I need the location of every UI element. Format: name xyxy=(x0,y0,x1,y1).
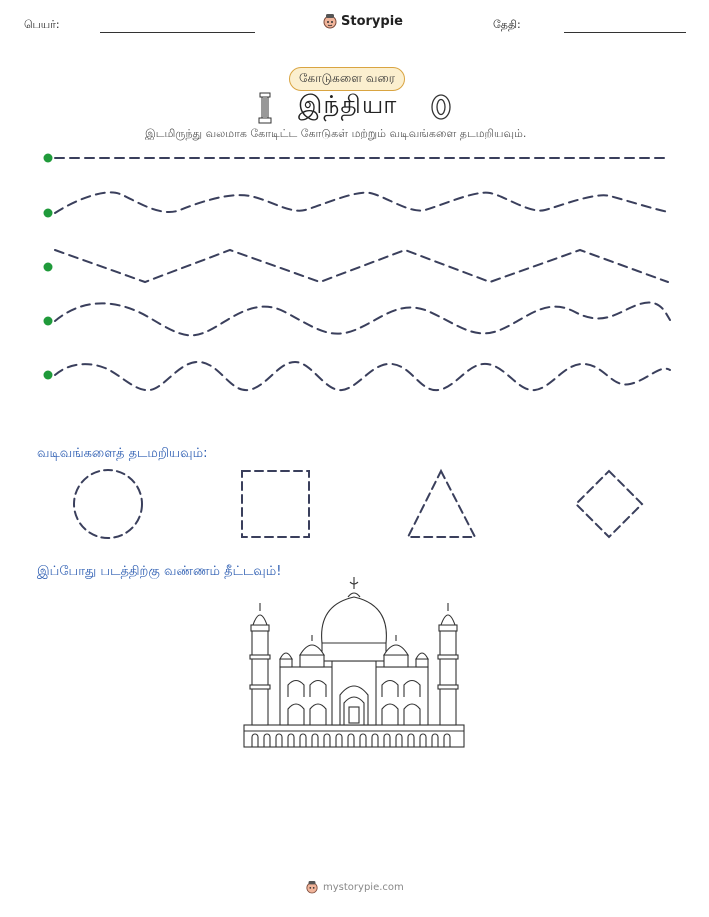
taj-mahal-illustration xyxy=(240,575,468,755)
date-field-line[interactable] xyxy=(564,32,686,33)
brand xyxy=(323,13,403,29)
trace-line-gentle-wave xyxy=(55,192,668,213)
start-dot-1 xyxy=(44,154,53,163)
start-dot-5 xyxy=(44,371,53,380)
trace-line-tight-wave xyxy=(55,362,670,390)
instruction-text: இடமிருந்து வலமாக கோடிட்ட கோடுகள் மற்றும் வடிவங்களை தடமறியவும். xyxy=(145,127,527,140)
start-dot-3 xyxy=(44,263,53,272)
color-heading: இப்போது படத்திற்கு வண்ணம் தீட்டவும்! xyxy=(37,564,282,579)
pillar-icon xyxy=(258,92,272,124)
trace-shape-square xyxy=(242,471,309,537)
brand-name: Storypie xyxy=(341,13,403,29)
footer-url[interactable]: mystorypie.com xyxy=(323,881,404,893)
trace-shape-triangle xyxy=(408,471,475,537)
storypie-logo-icon xyxy=(323,13,337,29)
date-label: தேதி: xyxy=(493,18,521,31)
trace-shape-diamond xyxy=(576,471,642,537)
footer xyxy=(306,880,404,894)
trace-line-wave xyxy=(55,303,670,336)
trace-shape-circle xyxy=(74,470,142,538)
tracing-shapes xyxy=(0,460,709,550)
name-field-line[interactable] xyxy=(100,32,255,33)
zero-outline-icon xyxy=(430,93,452,121)
name-label: பெயர்: xyxy=(24,18,60,31)
activity-badge: கோடுகளை வரை xyxy=(289,67,405,91)
storypie-footer-logo-icon xyxy=(306,880,318,894)
shapes-heading: வடிவங்களைத் தடமறியவும்: xyxy=(37,446,208,461)
page-title: இந்தியா xyxy=(298,90,398,119)
tracing-lines xyxy=(0,140,709,400)
trace-line-zigzag xyxy=(55,250,668,282)
start-dot-2 xyxy=(44,209,53,218)
start-dot-4 xyxy=(44,317,53,326)
